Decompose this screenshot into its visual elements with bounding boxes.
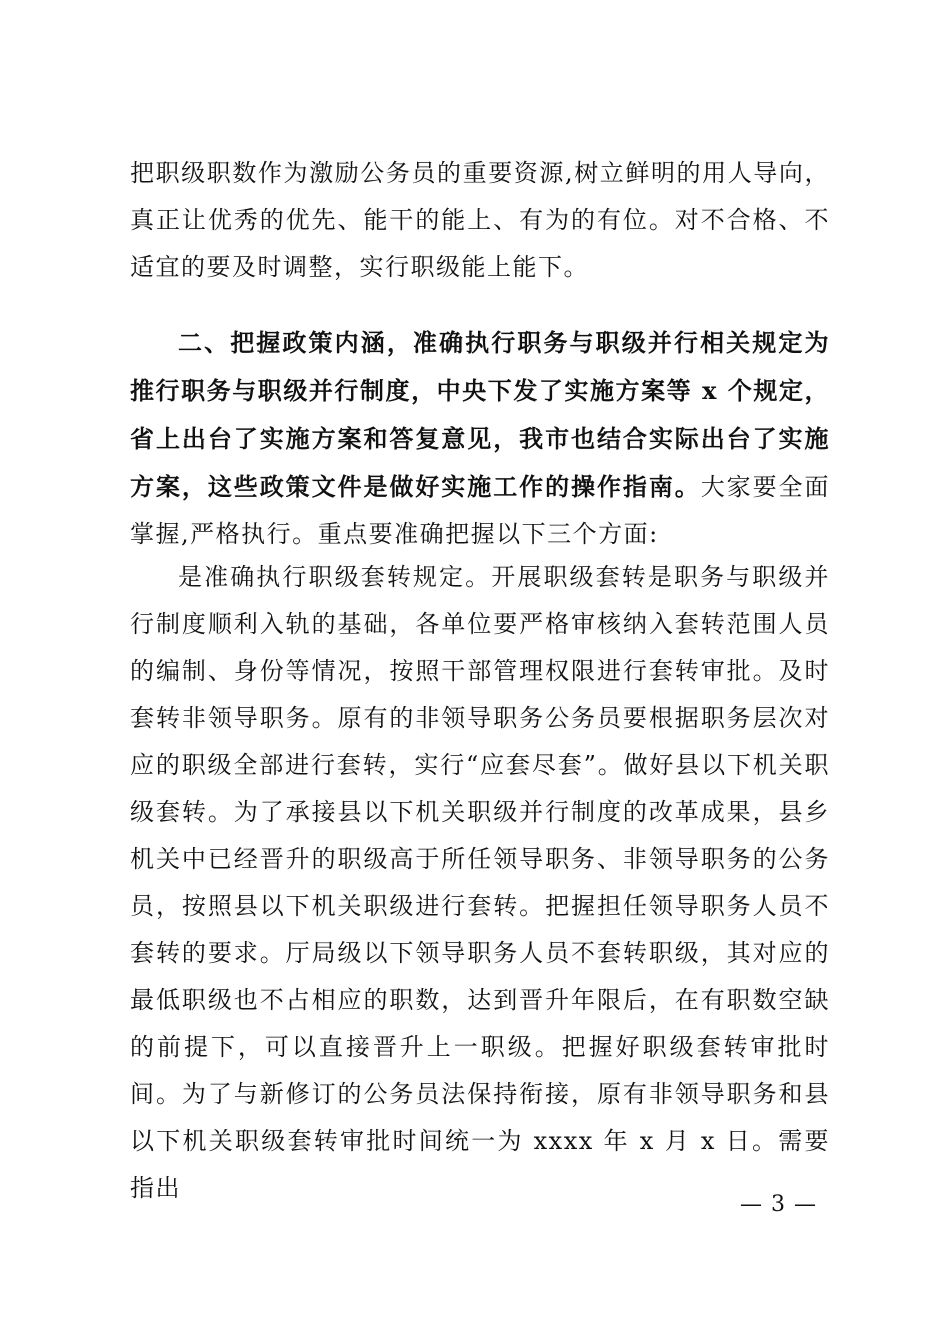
section-two-paragraph [130,319,830,558]
paragraph-2-tail: 大家要全面掌握,严格执行。重点要准确把握以下三个方面: [130,473,831,548]
paragraph-continuation [130,150,830,291]
body-paragraph [130,554,830,1212]
paragraph-3-text: 是准确执行职级套转规定。开展职级套转是职务与职级并行制度顺利入轨的基础，各单位要严格审核纳入套转范围人员的编制、身份等情况，按照干部管理权限进行套转审批。及时套转非领导职务。原有的非领导职务公务员要根据职务层次对应的职级全部进行套转，实行“应套尽套”。做好县以下机关职级套转。为了承接县以下机关职级并行制度的改革成果，县乡机关中已经晋升的职级高于所任领导职务、非领导职务的公务员，按照县以下机关职级进行套转。把握担任领导职务人员不套转的要求。厅局级以下领导职务人员不套转职级，其对应的最低职级也不占相应的职数，达到晋升年限后，在有职数空缺的前提下，可以直接晋升上一职级。把握好职级套转审批时间。为了与新修订的公务员法保持衔接，原有非领导职务和县以下机关职级套转审批时间统一为 xxxx 年 x 月 x 日。需要指出 [130,563,830,1202]
section-heading: 二、把握政策内涵，准确执行职务与职级并行相关规定为推行职务与职级并行制度，中央下发了实施方案等 x 个规定，省上出台了实施方案和答复意见，我市也结合实际出台了实施方案，这些政策文件是做好实施工作的操作指南。 [130,328,830,501]
page-number: — 3 — [740,1192,817,1217]
paragraph-1-text: 把职级职数作为激励公务员的重要资源,树立鲜明的用人导向，真正让优秀的优先、能干的能上、有为的有位。对不合格、不适宜的要及时调整，实行职级能上能下。 [130,159,830,281]
